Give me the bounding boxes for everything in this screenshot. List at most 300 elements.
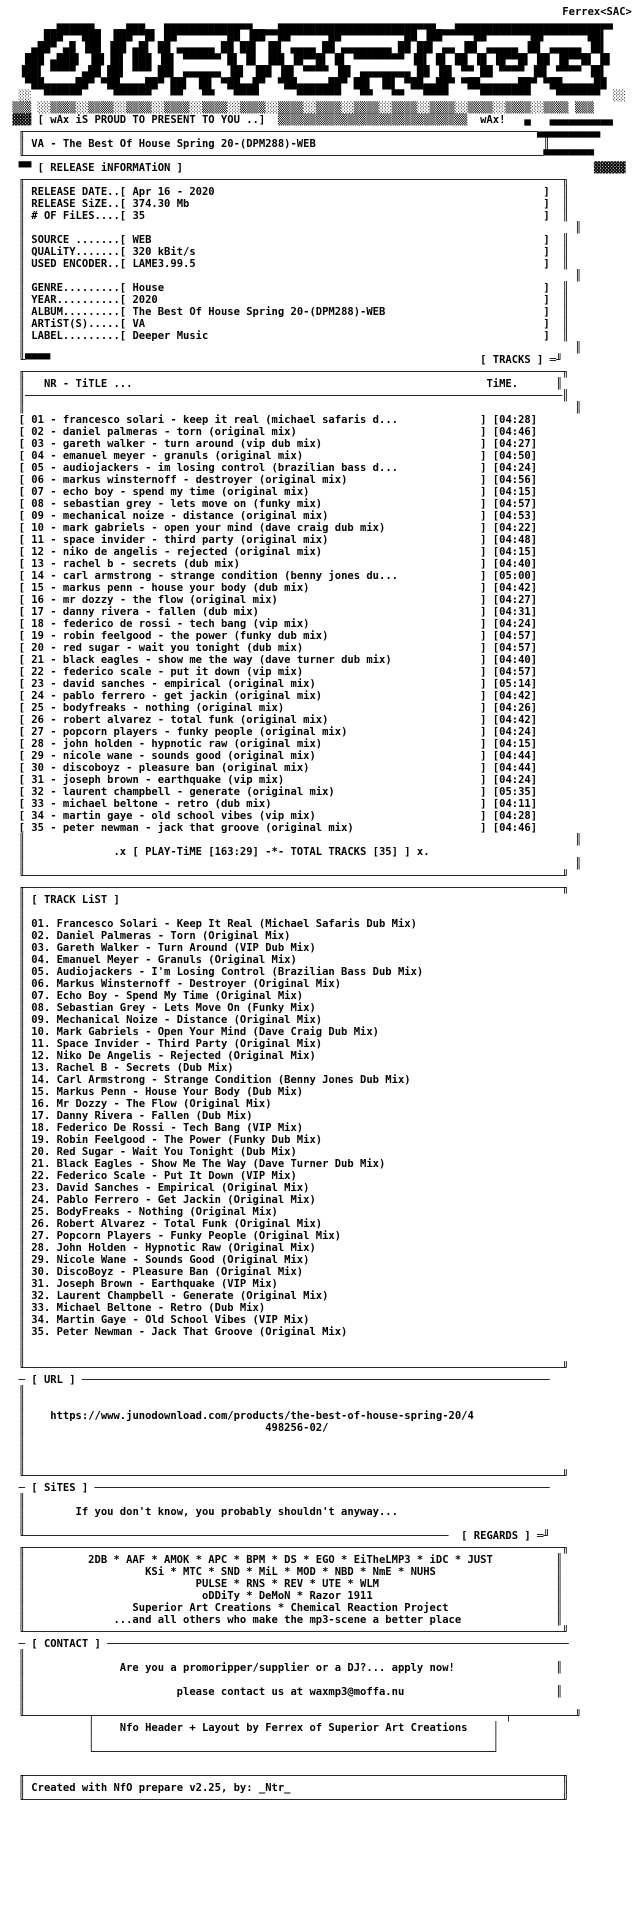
track-nr: 35 xyxy=(31,822,44,834)
frame-chars: [ xyxy=(6,438,32,450)
frame-chars: ║ xyxy=(537,138,550,150)
track-row xyxy=(6,822,632,834)
column-nr-title: NR - TiTLE ... xyxy=(43,378,487,390)
frame-chars: ──────────────────────────────────────────────────────────────────────── xyxy=(88,1482,550,1494)
track-row xyxy=(6,762,632,774)
frame-chars: ] xyxy=(530,702,538,714)
frame-chars: ║ ║ xyxy=(6,858,582,870)
track-title: joseph brown - earthquake (vip mix) xyxy=(62,774,474,786)
frame-chars: ] ║ xyxy=(543,186,569,198)
frame-chars: ║ xyxy=(6,318,32,330)
track-nr: 03 xyxy=(31,438,44,450)
frame-chars: ║ xyxy=(6,1074,32,1086)
frame-chars: ARTiST(S).....[ xyxy=(31,318,133,330)
frame-chars: [ xyxy=(6,762,32,774)
frame-chars: ] [ xyxy=(473,582,500,594)
frame-chars: ] xyxy=(530,690,538,702)
frame-chars: ] xyxy=(530,798,538,810)
track-time: 04:28 xyxy=(499,414,531,426)
track-time: 04:24 xyxy=(499,618,531,630)
track-title: audiojackers - im losing control (brazilian bass d... xyxy=(62,462,474,474)
frame xyxy=(6,870,632,882)
tracklist-row xyxy=(6,1086,632,1098)
track-nr: 04 xyxy=(31,450,44,462)
track-time: 04:46 xyxy=(499,426,531,438)
frame-chars: ] [ xyxy=(473,618,500,630)
frame-chars: ] [ xyxy=(473,798,500,810)
tracklist-row xyxy=(6,1146,632,1158)
frame-chars: [ xyxy=(6,534,32,546)
frame-chars: ] xyxy=(530,582,538,594)
frame xyxy=(6,390,632,402)
info-row xyxy=(6,210,632,222)
frame-chars: ] [ xyxy=(473,810,500,822)
frame-chars: ] xyxy=(530,570,538,582)
tracklist-item: 05. Audiojackers - I'm Losing Control (Brazilian Bass Dub Mix) xyxy=(31,966,424,978)
frame xyxy=(6,1710,632,1722)
tracklist-row xyxy=(6,1026,632,1038)
track-nr: 11 xyxy=(31,534,44,546)
info-release-size: 374.30 Mb xyxy=(132,198,544,210)
contact-line-1: Are you a promoripper/supplier or a DJ?... apply now! xyxy=(24,1662,556,1674)
frame-chars: [ xyxy=(6,750,32,762)
track-row xyxy=(6,546,632,558)
frame-chars: ║ xyxy=(6,1242,32,1254)
created-with-line xyxy=(6,1782,632,1794)
frame-chars: ║ xyxy=(518,378,563,390)
frame-chars: ╙──────────┬─────────────────────────────────────────────────────────────────┬──────────╜ xyxy=(6,1710,582,1722)
frame-chars: - xyxy=(43,450,63,462)
regards-row xyxy=(6,1590,632,1602)
regards-line: ...and all others who make the mp3-scene a better place xyxy=(24,1614,556,1626)
track-time: 04:42 xyxy=(499,714,531,726)
track-title: federico de rossi - tech bang (vip mix) xyxy=(62,618,474,630)
track-title: daniel palmeras - torn (original mix) xyxy=(62,426,474,438)
info-artist: VA xyxy=(132,318,544,330)
track-nr: 24 xyxy=(31,690,44,702)
frame-chars: [ xyxy=(6,642,32,654)
regards-line: oDDiTy * DeMoN * Razor 1911 xyxy=(24,1590,556,1602)
regards-line: PULSE * RNS * REV * UTE * WLM xyxy=(24,1578,556,1590)
frame-chars: USED ENCODER..[ xyxy=(31,258,133,270)
header-art-line: Ferrex<SAC> xyxy=(6,6,632,18)
frame-chars: ║ ║ xyxy=(6,342,582,354)
frame-chars: ║ xyxy=(6,1194,32,1206)
tracklist-item: 33. Michael Beltone - Retro (Dub Mix) xyxy=(31,1302,266,1314)
section-header xyxy=(6,894,632,906)
tracklist-row xyxy=(6,1278,632,1290)
footer-credit-line xyxy=(6,1722,632,1734)
frame-chars: ] ║ xyxy=(543,330,569,342)
track-title: niko de angelis - rejected (original mix) xyxy=(62,546,474,558)
frame-chars: ║ xyxy=(6,1494,25,1506)
frame xyxy=(6,1734,632,1746)
frame-chars: ║ xyxy=(555,1554,563,1566)
frame-chars: ║ xyxy=(6,1578,25,1590)
frame-chars: ╙─────────────────────────────────────────────────────────────────────────────────────╜ xyxy=(6,870,569,882)
frame xyxy=(6,1494,632,1506)
frame-chars: [ xyxy=(6,786,32,798)
frame-chars: ║ xyxy=(6,894,32,906)
frame-chars: ] xyxy=(530,714,538,726)
regards-line: Superior Art Creations * Chemical Reaction Project xyxy=(24,1602,556,1614)
track-nr: 21 xyxy=(31,654,44,666)
tracklist-item: 14. Carl Armstrong - Strange Condition (Benny Jones Dub Mix) xyxy=(31,1074,411,1086)
frame-chars: ║ xyxy=(6,234,32,246)
frame-chars: ] [ xyxy=(473,522,500,534)
track-nr: 20 xyxy=(31,642,44,654)
track-row xyxy=(6,726,632,738)
frame-chars: ] ║ xyxy=(543,282,569,294)
frame-chars: ] [ xyxy=(473,630,500,642)
tracklist-item: 06. Markus Winsternoff - Destroyer (Original Mix) xyxy=(31,978,342,990)
frame-chars: ║ xyxy=(6,966,32,978)
frame xyxy=(6,1518,632,1530)
frame-chars: ] [ xyxy=(473,558,500,570)
frame-chars: ║ xyxy=(555,1614,563,1626)
track-time: 04:22 xyxy=(499,522,531,534)
tracklist-item: 34. Martin Gaye - Old School Vibes (VIP Mix) xyxy=(31,1314,310,1326)
tracklist-row xyxy=(6,1230,632,1242)
track-nr: 27 xyxy=(31,726,44,738)
track-nr: 29 xyxy=(31,750,44,762)
frame-chars: ] [ xyxy=(473,594,500,606)
tracklist-item: 28. John Holden - Hypnotic Raw (Original Mix) xyxy=(31,1242,316,1254)
track-title: black eagles - show me the way (dave turner dub mix) xyxy=(62,654,474,666)
frame xyxy=(6,1758,632,1770)
track-title: pablo ferrero - get jackin (original mix) xyxy=(62,690,474,702)
info-row xyxy=(6,306,632,318)
frame-chars: - xyxy=(43,534,63,546)
frame-chars: ║ xyxy=(6,1422,266,1434)
track-nr: 33 xyxy=(31,798,44,810)
frame-chars: ─ xyxy=(6,1374,32,1386)
frame-chars: ═╜ xyxy=(530,1530,550,1542)
track-nr: 15 xyxy=(31,582,44,594)
frame-chars: ║ xyxy=(549,1782,569,1794)
track-time: 04:56 xyxy=(499,474,531,486)
frame-chars: ║ xyxy=(6,906,25,918)
frame-chars: ║ xyxy=(6,1026,32,1038)
section-header xyxy=(6,1482,632,1494)
frame-chars: ] xyxy=(530,534,538,546)
frame-chars: - xyxy=(43,666,63,678)
header-art-line: ███ ▄███▌ ▐█▌▐█▌ ███ ▐█▌ ▀▀▀▀▀▀ █▌ █▌ ▐██ ▐█▀▀█▌ █▌ ▀▀▀▀▀▀▀▀ ▐█▌ █▌ ██ ▐█ ▐█▀▀█▌ ██ ▐█▀▀█▌ █▌ xyxy=(6,54,613,66)
frame-chars: [ xyxy=(6,810,32,822)
frame-chars: ] [ xyxy=(473,786,500,798)
info-year: 2020 xyxy=(132,294,544,306)
frame xyxy=(6,1386,632,1398)
track-title: emanuel meyer - granuls (original mix) xyxy=(62,450,474,462)
track-time: 04:40 xyxy=(499,654,531,666)
frame-chars: ALBUM.........[ xyxy=(31,306,133,318)
track-title: mechanical noize - distance (original mix) xyxy=(62,510,474,522)
frame-chars: ] xyxy=(530,774,538,786)
frame-chars: ║ xyxy=(6,282,32,294)
frame-chars: ╓─────────────────────────────────────────────────────────────────────────────────▄▄▄▄▄▄▄▄▄▄ xyxy=(6,126,601,138)
track-nr: 17 xyxy=(31,606,44,618)
frame-chars: ─ xyxy=(6,1482,32,1494)
frame-chars: SOURCE .......[ xyxy=(31,234,133,246)
frame-chars: ║ xyxy=(6,1110,32,1122)
frame-chars: ] xyxy=(530,438,538,450)
track-title: discoboyz - pleasure ban (original mix) xyxy=(62,762,474,774)
frame-chars: [ xyxy=(6,486,32,498)
frame-chars: ║ xyxy=(6,1278,32,1290)
track-row xyxy=(6,774,632,786)
frame xyxy=(6,1650,632,1662)
frame xyxy=(6,1362,632,1374)
section-header-tracks: [ TRACKS ] xyxy=(480,354,544,366)
track-time: 04:57 xyxy=(499,630,531,642)
frame-chars: ╓─────────────────────────────────────────────────────────────────────────────────────╖ xyxy=(6,1770,569,1782)
track-title: robin feelgood - the power (funky dub mix) xyxy=(62,630,474,642)
frame xyxy=(6,222,632,234)
frame-chars: - xyxy=(43,786,63,798)
track-time: 04:44 xyxy=(499,750,531,762)
track-title: martin gaye - old school vibes (vip mix) xyxy=(62,810,474,822)
frame-chars: ║ xyxy=(6,930,32,942)
frame-chars: - xyxy=(43,498,63,510)
track-time: 05:00 xyxy=(499,570,531,582)
header-art xyxy=(6,114,632,126)
frame-chars: - xyxy=(43,798,63,810)
frame-chars: ] xyxy=(530,462,538,474)
track-title: david sanches - empirical (original mix) xyxy=(62,678,474,690)
frame-chars: ] ║ xyxy=(543,318,569,330)
track-row xyxy=(6,642,632,654)
frame xyxy=(6,1698,632,1710)
frame-chars: ║ xyxy=(6,1614,25,1626)
track-title: mark gabriels - open your mind (dave craig dub mix) xyxy=(62,522,474,534)
tracklist-item: 26. Robert Alvarez - Total Funk (Original Mix) xyxy=(31,1218,323,1230)
frame-chars: ] xyxy=(530,726,538,738)
frame-chars: - xyxy=(43,558,63,570)
section-header xyxy=(6,354,632,366)
track-row xyxy=(6,474,632,486)
info-row xyxy=(6,318,632,330)
header-art xyxy=(6,78,632,90)
header-art xyxy=(6,30,632,42)
frame-chars: ║ ║ xyxy=(6,222,582,234)
tracklist-item: 12. Niko De Angelis - Rejected (Original Mix) xyxy=(31,1050,316,1062)
frame xyxy=(6,1626,632,1638)
tracklist-row xyxy=(6,1182,632,1194)
frame xyxy=(6,270,632,282)
frame-chars: ║ xyxy=(6,1170,32,1182)
info-row xyxy=(6,246,632,258)
column-time: TiME. xyxy=(486,378,519,390)
frame-chars: ] xyxy=(530,498,538,510)
frame-chars: ] xyxy=(530,426,538,438)
frame-chars: [ xyxy=(6,654,32,666)
frame-chars: ] ║ xyxy=(543,258,569,270)
frame-chars: ║ xyxy=(555,1602,563,1614)
section-header-url: [ URL ] xyxy=(31,1374,76,1386)
track-time: 04:57 xyxy=(499,666,531,678)
frame-chars: RELEASE DATE..[ xyxy=(31,186,133,198)
frame-chars: - xyxy=(43,678,63,690)
track-title: echo boy - spend my time (original mix) xyxy=(62,486,474,498)
tracklist-item: 21. Black Eagles - Show Me The Way (Dave Turner Dub Mix) xyxy=(31,1158,386,1170)
track-nr: 31 xyxy=(31,774,44,786)
tracklist-item: 24. Pablo Ferrero - Get Jackin (Original Mix) xyxy=(31,1194,316,1206)
tracklist-item: 17. Danny Rivera - Fallen (Dub Mix) xyxy=(31,1110,253,1122)
frame-chars: ] xyxy=(530,642,538,654)
track-nr: 05 xyxy=(31,462,44,474)
track-row xyxy=(6,594,632,606)
track-time: 04:50 xyxy=(499,450,531,462)
frame-chars: - xyxy=(43,606,63,618)
frame-chars: ║ xyxy=(6,1686,25,1698)
frame-chars: ║ xyxy=(6,1566,25,1578)
track-time: 05:35 xyxy=(499,786,531,798)
frame-chars: QUALiTY.......[ xyxy=(31,246,133,258)
tracklist-item: 16. Mr Dozzy - The Flow (Original Mix) xyxy=(31,1098,272,1110)
track-row xyxy=(6,582,632,594)
release-title-line xyxy=(6,138,632,150)
frame-chars: - xyxy=(43,438,63,450)
track-title: danny rivera - fallen (dub mix) xyxy=(62,606,474,618)
section-header-tracklist: [ TRACK LiST ] xyxy=(31,894,120,906)
frame-chars: ║ xyxy=(6,294,32,306)
frame-chars: RELEASE SiZE..[ xyxy=(31,198,133,210)
track-nr: 07 xyxy=(31,486,44,498)
frame xyxy=(6,1458,632,1470)
frame-chars: ╙──────────────────────────────────────────────────────────────────────────────────▀▀▀▀▀▀▀▀ xyxy=(6,150,594,162)
track-row xyxy=(6,570,632,582)
footer-credit: Nfo Header + Layout by Ferrex of Superior Art Creations xyxy=(94,1722,493,1734)
frame-chars: │ │ xyxy=(6,1734,500,1746)
frame-chars: ║ ║ xyxy=(6,402,582,414)
frame xyxy=(6,366,632,378)
frame-chars: ] xyxy=(530,594,538,606)
frame-chars: ╙─────────────────────────────────────────────────────────────────── xyxy=(6,1530,462,1542)
frame-chars: - xyxy=(43,654,63,666)
frame-chars: ║ xyxy=(6,1134,32,1146)
tracklist-row xyxy=(6,1002,632,1014)
frame-chars: ║ xyxy=(6,1398,25,1410)
track-time: 04:57 xyxy=(499,642,531,654)
frame-chars: ║ xyxy=(6,138,32,150)
frame-chars: ] [ xyxy=(473,762,500,774)
frame-chars: └───────────────────────────────────────────────────────────────┘ xyxy=(6,1746,500,1758)
tracklist-row xyxy=(6,1326,632,1338)
frame-chars: [ xyxy=(6,606,32,618)
header-art xyxy=(6,90,632,102)
tracklist-row xyxy=(6,954,632,966)
frame-chars: ] ║ xyxy=(543,198,569,210)
track-time: 04:53 xyxy=(499,510,531,522)
frame-chars: - xyxy=(43,618,63,630)
frame-chars: ] xyxy=(530,474,538,486)
frame-chars: - xyxy=(43,570,63,582)
frame-chars: ▓▓▓▓▓ xyxy=(183,162,626,174)
frame-chars: ] [ xyxy=(473,690,500,702)
track-row xyxy=(6,666,632,678)
regards-row xyxy=(6,1566,632,1578)
track-time: 04:42 xyxy=(499,582,531,594)
frame-chars: - xyxy=(43,510,63,522)
frame-chars: ║ xyxy=(6,1554,25,1566)
tracklist-item: 09. Mechanical Noize - Distance (Original Mix) xyxy=(31,1014,323,1026)
frame-chars: ] xyxy=(530,750,538,762)
header-art-line: ▓▓▓ [ wAx iS PROUD TO PRESENT TO YOU ..] ▒▒▒▒▒▒▒▒▒▒▒▒▒▒▒▒▒▒▒▒▒▒▒▒▒▒▒▒▒▒ wAx! ▄ ▄▄▄▄▄▄▄▄▄▄ xyxy=(6,114,613,126)
url-line xyxy=(6,1410,632,1422)
track-row xyxy=(6,702,632,714)
track-time: 04:40 xyxy=(499,558,531,570)
tracklist-row xyxy=(6,1050,632,1062)
header-art xyxy=(6,18,632,30)
frame-chars: ] xyxy=(530,558,538,570)
tracklist-item: 08. Sebastian Grey - Lets Move On (Funky Mix) xyxy=(31,1002,316,1014)
frame-chars: [ xyxy=(6,414,32,426)
frame-chars: ║ xyxy=(6,1230,32,1242)
frame-chars: ╙─────────────────────────────────────────────────────────────────────────────────────╜ xyxy=(6,1794,569,1806)
frame-chars: ║ xyxy=(6,186,32,198)
frame-chars: [ xyxy=(6,594,32,606)
frame-chars: ] xyxy=(530,450,538,462)
frame-chars: ] xyxy=(530,522,538,534)
info-source: WEB xyxy=(132,234,544,246)
track-row xyxy=(6,498,632,510)
tracklist-item: 20. Red Sugar - Wait You Tonight (Dub Mix) xyxy=(31,1146,297,1158)
frame-chars: ║ xyxy=(555,1590,563,1602)
header-art xyxy=(6,42,632,54)
header-art-line: ▄▄▄▄▄▄ ▄▄▄ ▄▄▄▄▄▄▄▄▄▄▄▄▄▄ ▄▄▄▄▄▄▄▄▄▄▄▄▄▄▄▄▄▄▄▄▄▄▄▄▄ ▄▄▄▄▄▄▄▄▄▄▄▄▄▄▄▄▄▄▄▄▄▄▄▄▄ xyxy=(6,18,613,30)
frame xyxy=(6,1770,632,1782)
tracklist-row xyxy=(6,978,632,990)
frame-chars: LABEL.........[ xyxy=(31,330,133,342)
track-time: 05:14 xyxy=(499,678,531,690)
info-row xyxy=(6,186,632,198)
frame-chars: [ xyxy=(6,522,32,534)
section-header xyxy=(6,1374,632,1386)
frame-chars: - xyxy=(43,522,63,534)
frame-chars: ] [ xyxy=(473,702,500,714)
frame-chars: ║ xyxy=(6,1098,32,1110)
frame-chars: ] xyxy=(530,486,538,498)
contact-line-2: please contact us at waxmp3@moffa.nu xyxy=(24,1686,556,1698)
frame xyxy=(6,1674,632,1686)
frame-chars: ] xyxy=(530,810,538,822)
tracklist-item: 27. Popcorn Players - Funky People (Original Mix) xyxy=(31,1230,342,1242)
header-art-line: ▀██▄▄▄▄▄██▀ ▀██▄▄▄▄██▀ ██▌ ▐█▌ ▀██▄▄█▀ ▀██▄▄▄▄▄██▀ ██▌ ▐█▌ ▀██▄▄██▀ ▀██▄▄▄▄▄▄██▀ ▀██▄▄▄▄▄██ xyxy=(6,78,607,90)
frame-chars: ║ xyxy=(6,1458,25,1470)
frame-chars: - xyxy=(43,750,63,762)
frame-chars: ] [ xyxy=(473,510,500,522)
release-title: VA - The Best Of House Spring 20-(DPM288)-WEB xyxy=(31,138,538,150)
frame-chars: [ xyxy=(6,498,32,510)
info-genre: House xyxy=(132,282,544,294)
frame-chars: - xyxy=(43,486,63,498)
track-row xyxy=(6,486,632,498)
tracklist-row xyxy=(6,1302,632,1314)
frame-chars: │ xyxy=(492,1722,500,1734)
track-nr: 28 xyxy=(31,738,44,750)
frame-chars: ║ xyxy=(6,1434,25,1446)
track-row xyxy=(6,462,632,474)
frame-chars: ] xyxy=(530,738,538,750)
frame-chars: ║ xyxy=(6,954,32,966)
frame-chars: ║ xyxy=(6,978,32,990)
frame-chars: ╓─────────────────────────────────────────────────────────────────────────────────────╖ xyxy=(6,1542,569,1554)
frame-chars: [ xyxy=(6,738,32,750)
tracklist-item: 07. Echo Boy - Spend My Time (Original Mix) xyxy=(31,990,304,1002)
frame-chars: ║ xyxy=(6,1050,32,1062)
tracklist-item: 04. Emanuel Meyer - Granuls (Original Mix) xyxy=(31,954,297,966)
track-nr: 14 xyxy=(31,570,44,582)
